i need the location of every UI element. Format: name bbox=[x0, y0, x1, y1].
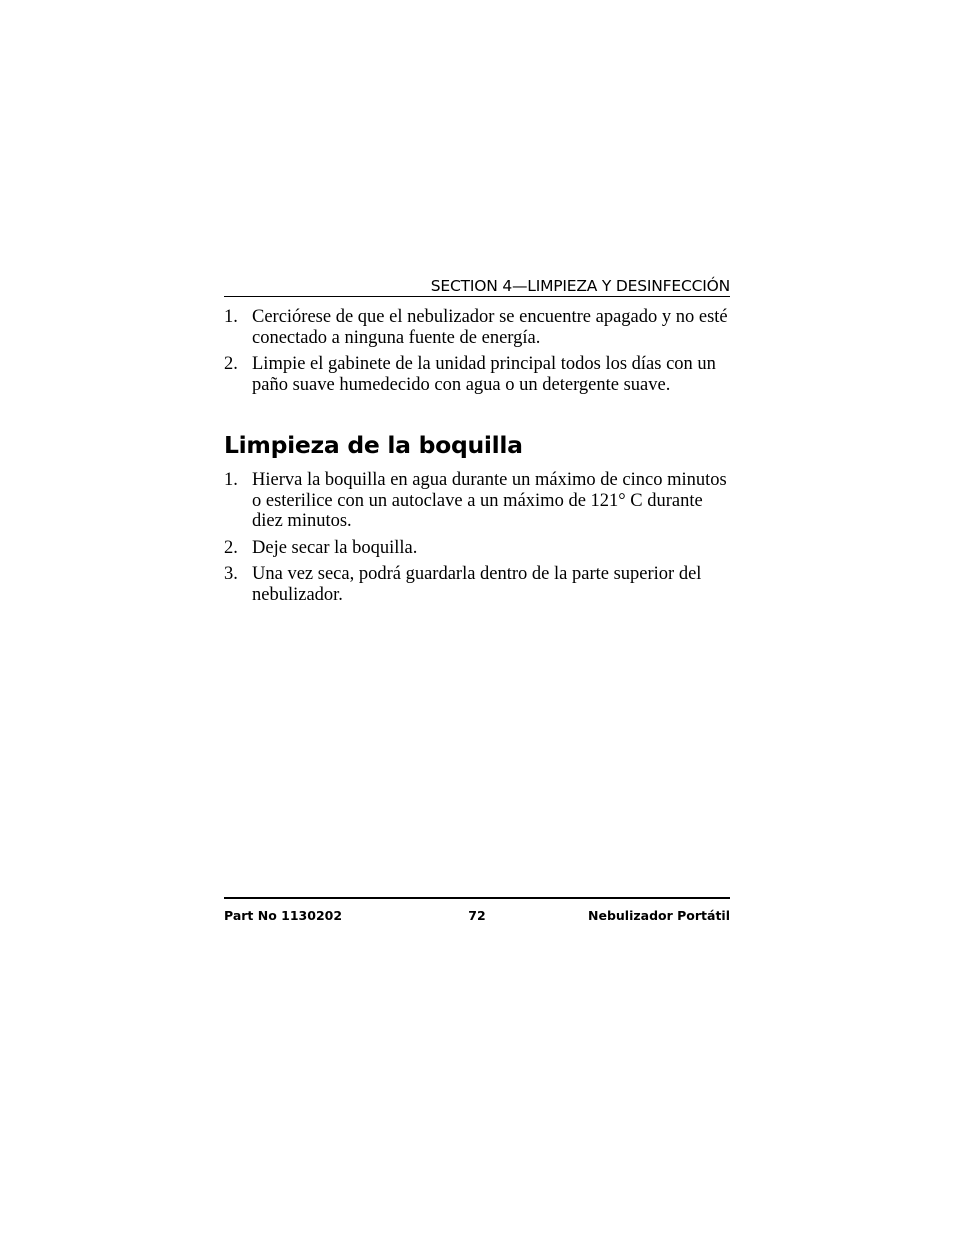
step-text: Limpie el gabinete de la unidad principal todos los días con un paño suave humedecido con agua o un detergente suave. bbox=[252, 354, 716, 395]
step-number: 3. bbox=[224, 564, 238, 584]
step-text: Cerciórese de que el nebulizador se encuentre apagado y no esté conectado a ninguna fuente de energía. bbox=[252, 307, 728, 348]
header-divider bbox=[224, 296, 730, 297]
step-text: Deje secar la boquilla. bbox=[252, 537, 418, 558]
page-number: 72 bbox=[468, 908, 486, 923]
list-item bbox=[224, 470, 730, 532]
list-item bbox=[224, 538, 730, 559]
step-number: 2. bbox=[224, 537, 238, 558]
mouthpiece-cleaning-steps bbox=[224, 470, 730, 611]
list-item bbox=[224, 564, 730, 605]
section-header: SECTION 4—LIMPIEZA Y DESINFECCIÓN bbox=[430, 277, 730, 295]
step-number: 2. bbox=[224, 354, 238, 374]
list-item bbox=[224, 307, 730, 348]
footer-divider bbox=[224, 897, 730, 899]
cabinet-cleaning-steps bbox=[224, 307, 730, 401]
document-page bbox=[224, 0, 730, 1235]
page-footer bbox=[224, 906, 730, 926]
product-name: Nebulizador Portátil bbox=[588, 908, 730, 923]
list-item bbox=[224, 354, 730, 395]
section-heading: Limpieza de la boquilla bbox=[224, 431, 523, 459]
step-number: 1. bbox=[224, 470, 238, 490]
part-number: Part No 1130202 bbox=[224, 908, 343, 923]
step-text: Una vez seca, podrá guardarla dentro de la parte superior del nebulizador. bbox=[252, 564, 702, 605]
step-number: 1. bbox=[224, 307, 238, 327]
step-text: Hierva la boquilla en agua durante un máximo de cinco minutos o esterilice con un autoclave a un máximo de 121° C durante diez minutos. bbox=[252, 470, 727, 531]
